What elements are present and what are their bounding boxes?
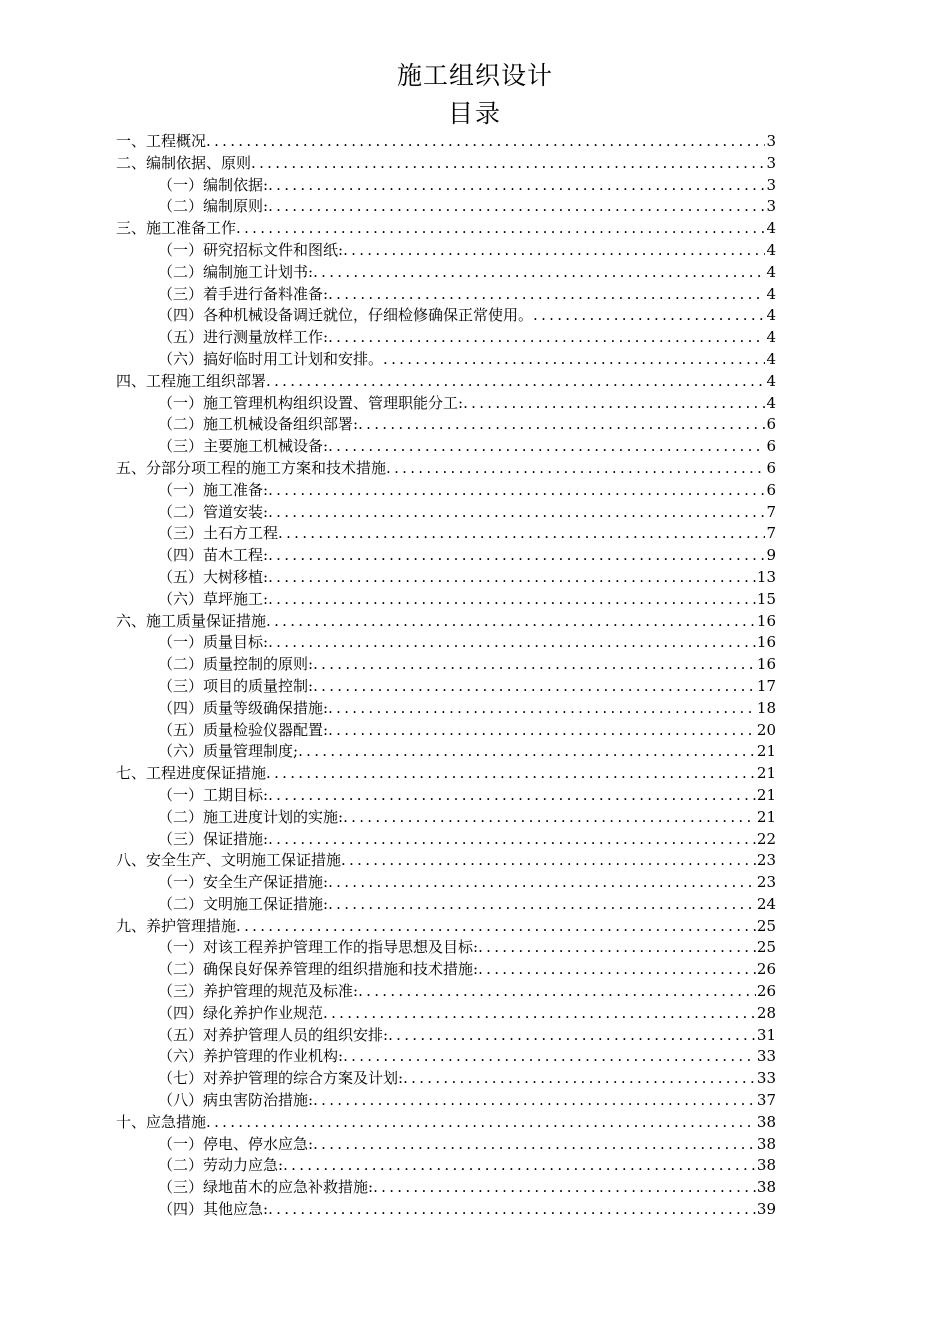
toc-entry-label: （一）对该工程养护管理工作的指导思想及目标: <box>158 938 479 957</box>
toc-entry-label: （四）各种机械设备调迁就位，仔细检修确保正常使用。 <box>158 306 534 325</box>
toc-leader-dots <box>343 807 756 829</box>
document-title: 施工组织设计 <box>396 61 553 90</box>
toc-entry-label: （一）施工管理机构组织设置、管理职能分工: <box>158 393 464 412</box>
toc-leader-dots <box>328 284 765 306</box>
toc-entry[interactable] <box>116 436 776 458</box>
toc-leader-dots <box>323 1003 756 1025</box>
toc-entry[interactable] <box>116 589 776 611</box>
toc-entry-label: （二）编制原则: <box>158 197 269 216</box>
toc-entry-page-number: 4 <box>766 284 776 303</box>
toc-leader-dots <box>313 676 756 698</box>
toc-entry[interactable] <box>116 807 776 829</box>
toc-entry[interactable] <box>116 218 776 240</box>
toc-entry-label: （一）停电、停水应急: <box>158 1134 314 1153</box>
toc-leader-dots <box>283 1155 756 1177</box>
toc-entry[interactable] <box>116 1090 776 1112</box>
toc-entry-label: （七）对养护管理的综合方案及计划: <box>158 1069 404 1088</box>
toc-entry-label: 五、分部分项工程的施工方案和技术措施 <box>116 458 387 477</box>
toc-entry-label: （四）其他应急: <box>158 1200 269 1219</box>
toc-entry-label: （三）土石方工程 <box>158 524 279 543</box>
toc-entry[interactable] <box>116 175 776 197</box>
toc-leader-dots <box>373 1177 756 1199</box>
toc-entry-page-number: 16 <box>756 611 776 630</box>
toc-leader-dots <box>341 850 756 872</box>
toc-entry-label: （二）文明施工保证措施: <box>158 894 329 913</box>
toc-entry-page-number: 9 <box>766 546 776 565</box>
toc-entry[interactable] <box>116 741 776 763</box>
toc-entry[interactable] <box>116 894 776 916</box>
toc-entry[interactable] <box>116 1155 776 1177</box>
toc-leader-dots <box>268 196 765 218</box>
toc-entry-label: 三、施工准备工作 <box>116 219 237 238</box>
toc-leader-dots <box>298 741 756 763</box>
toc-entry-page-number: 16 <box>756 655 776 674</box>
toc-entry-page-number: 13 <box>756 567 776 586</box>
toc-leader-dots <box>383 349 765 371</box>
toc-entry[interactable] <box>116 1046 776 1068</box>
toc-entry[interactable] <box>116 959 776 981</box>
toc-entry-label: （三）绿地苗木的应急补救措施: <box>158 1178 374 1197</box>
toc-entry[interactable] <box>116 872 776 894</box>
toc-entry[interactable] <box>116 1134 776 1156</box>
toc-entry-page-number: 26 <box>756 982 776 1001</box>
toc-entry-page-number: 38 <box>756 1112 776 1131</box>
toc-entry[interactable] <box>116 1112 776 1134</box>
toc-entry[interactable] <box>116 284 776 306</box>
toc-entry-label: （二）确保良好保养管理的组织措施和技术措施: <box>158 960 479 979</box>
toc-entry-label: （五）大树移植: <box>158 567 269 586</box>
toc-leader-dots <box>328 436 765 458</box>
toc-entry[interactable] <box>116 720 776 742</box>
toc-leader-dots <box>478 937 756 959</box>
toc-entry-label: （二）施工机械设备组织部署: <box>158 415 359 434</box>
toc-leader-dots <box>268 829 756 851</box>
toc-entry-label: （八）病虫害防治措施: <box>158 1091 314 1110</box>
toc-leader-dots <box>266 611 756 633</box>
toc-entry-label: 二、编制依据、原则 <box>116 153 252 172</box>
toc-leader-dots <box>313 1090 756 1112</box>
toc-entry-label: （五）对养护管理人员的组织安排: <box>158 1025 389 1044</box>
toc-entry-page-number: 6 <box>766 415 776 434</box>
toc-entry-label: （三）项目的质量控制: <box>158 676 314 695</box>
toc-leader-dots <box>463 393 765 415</box>
toc-entry-page-number: 33 <box>756 1047 776 1066</box>
toc-entry-page-number: 21 <box>756 785 776 804</box>
toc-entry[interactable] <box>116 305 776 327</box>
toc-leader-dots <box>343 240 765 262</box>
toc-entry[interactable] <box>116 545 776 567</box>
toc-entry-page-number: 3 <box>766 153 776 172</box>
toc-entry[interactable] <box>116 611 776 633</box>
toc-entry-label: （一）研究招标文件和图纸: <box>158 240 344 259</box>
toc-entry[interactable] <box>116 850 776 872</box>
toc-entry-page-number: 20 <box>756 720 776 739</box>
toc-entry-page-number: 25 <box>756 938 776 957</box>
toc-entry-page-number: 4 <box>766 393 776 412</box>
toc-entry[interactable] <box>116 262 776 284</box>
toc-leader-dots <box>358 981 756 1003</box>
toc-entry[interactable] <box>116 414 776 436</box>
toc-entry-page-number: 4 <box>766 262 776 281</box>
toc-leader-dots <box>268 175 765 197</box>
toc-leader-dots <box>266 371 765 393</box>
toc-entry-page-number: 6 <box>766 480 776 499</box>
toc-entry-page-number: 38 <box>756 1156 776 1175</box>
toc-entry-page-number: 38 <box>756 1178 776 1197</box>
toc-leader-dots <box>268 1199 756 1221</box>
toc-leader-dots <box>206 1112 756 1134</box>
toc-entry-label: （二）劳动力应急: <box>158 1156 284 1175</box>
toc-entry-page-number: 26 <box>756 960 776 979</box>
toc-leader-dots <box>268 480 765 502</box>
toc-entry[interactable] <box>116 196 776 218</box>
toc-entry[interactable] <box>116 654 776 676</box>
toc-entry[interactable] <box>116 393 776 415</box>
toc-entry-page-number: 37 <box>756 1091 776 1110</box>
toc-entry[interactable] <box>116 1068 776 1090</box>
toc-entry[interactable] <box>116 763 776 785</box>
toc-entry[interactable] <box>116 523 776 545</box>
toc-entry-page-number: 21 <box>756 764 776 783</box>
toc-entry-label: （一）安全生产保证措施: <box>158 873 329 892</box>
toc-entry[interactable] <box>116 937 776 959</box>
toc-leader-dots <box>533 305 765 327</box>
table-of-contents <box>116 131 776 1221</box>
toc-entry-label: （四）绿化养护作业规范 <box>158 1003 324 1022</box>
toc-entry-label: （三）保证措施: <box>158 829 269 848</box>
toc-entry[interactable] <box>116 131 776 153</box>
toc-leader-dots <box>386 458 765 480</box>
toc-entry-label: （一）施工准备: <box>158 480 269 499</box>
toc-entry-page-number: 31 <box>756 1025 776 1044</box>
toc-entry[interactable] <box>116 1003 776 1025</box>
toc-entry-label: （二）管道安装: <box>158 502 269 521</box>
toc-entry-label: （四）苗木工程: <box>158 546 269 565</box>
toc-entry-label: （六）搞好临时用工计划和安排。 <box>158 349 384 368</box>
toc-entry-label: 一、工程概况 <box>116 132 207 150</box>
toc-leader-dots <box>266 763 756 785</box>
toc-entry-page-number: 24 <box>756 894 776 913</box>
toc-entry-page-number: 16 <box>756 633 776 652</box>
toc-entry[interactable] <box>116 567 776 589</box>
toc-leader-dots <box>328 327 765 349</box>
toc-entry[interactable] <box>116 1177 776 1199</box>
toc-leader-dots <box>251 153 765 175</box>
toc-entry-label: （四）质量等级确保措施: <box>158 698 329 717</box>
toc-entry-label: （一）工期目标: <box>158 785 269 804</box>
toc-entry-label: （二）质量控制的原则: <box>158 655 314 674</box>
toc-leader-dots <box>313 1134 756 1156</box>
toc-leader-dots <box>236 916 756 938</box>
toc-leader-dots <box>388 1025 756 1047</box>
toc-entry[interactable] <box>116 829 776 851</box>
toc-entry[interactable] <box>116 981 776 1003</box>
toc-leader-dots <box>328 720 756 742</box>
toc-entry[interactable] <box>116 1025 776 1047</box>
toc-entry[interactable] <box>116 458 776 480</box>
toc-entry-label: （五）质量检验仪器配置: <box>158 720 329 739</box>
toc-entry-page-number: 4 <box>766 306 776 325</box>
toc-entry-page-number: 22 <box>756 829 776 848</box>
toc-entry-label: （一）质量目标: <box>158 633 269 652</box>
toc-entry-page-number: 18 <box>756 698 776 717</box>
toc-entry-label: （六）草坪施工: <box>158 589 269 608</box>
toc-entry[interactable] <box>116 785 776 807</box>
toc-entry-page-number: 7 <box>766 502 776 521</box>
toc-leader-dots <box>268 545 765 567</box>
toc-entry-label: 十、应急措施 <box>116 1112 207 1131</box>
toc-entry-page-number: 23 <box>756 873 776 892</box>
toc-entry-label: （六）养护管理的作业机构: <box>158 1047 344 1066</box>
toc-entry-label: （二）施工进度计划的实施: <box>158 807 344 826</box>
toc-entry-page-number: 25 <box>756 916 776 935</box>
toc-entry-page-number: 3 <box>766 175 776 194</box>
toc-entry-page-number: 4 <box>766 328 776 347</box>
toc-leader-dots <box>313 654 756 676</box>
toc-entry-page-number: 4 <box>766 240 776 259</box>
toc-entry-page-number: 21 <box>756 742 776 761</box>
toc-entry-page-number: 28 <box>756 1003 776 1022</box>
toc-entry-label: 九、养护管理措施 <box>116 916 237 935</box>
toc-entry-page-number: 21 <box>756 807 776 826</box>
toc-leader-dots <box>478 959 756 981</box>
toc-leader-dots <box>358 414 765 436</box>
toc-entry[interactable] <box>116 480 776 502</box>
toc-leader-dots <box>268 589 756 611</box>
toc-leader-dots <box>278 523 765 545</box>
toc-entry-label: 六、施工质量保证措施 <box>116 611 267 630</box>
toc-entry-label: （二）编制施工计划书: <box>158 262 314 281</box>
toc-entry-label: （一）编制依据: <box>158 175 269 194</box>
toc-leader-dots <box>268 632 756 654</box>
toc-leader-dots <box>328 698 756 720</box>
toc-leader-dots <box>268 502 765 524</box>
toc-entry[interactable] <box>116 1199 776 1221</box>
toc-entry-label: （三）主要施工机械设备: <box>158 437 329 456</box>
toc-entry-label: 四、工程施工组织部署 <box>116 371 267 390</box>
toc-entry[interactable] <box>116 153 776 175</box>
toc-leader-dots <box>236 218 765 240</box>
toc-entry-page-number: 6 <box>766 437 776 456</box>
toc-leader-dots <box>328 872 756 894</box>
toc-entry-page-number: 33 <box>756 1069 776 1088</box>
toc-entry-page-number: 6 <box>766 458 776 477</box>
toc-entry-page-number: 3 <box>766 197 776 216</box>
toc-entry[interactable] <box>116 502 776 524</box>
toc-entry[interactable] <box>116 349 776 371</box>
toc-entry-page-number: 15 <box>756 589 776 608</box>
toc-entry-page-number: 4 <box>766 349 776 368</box>
toc-leader-dots <box>328 894 756 916</box>
toc-entry-page-number: 3 <box>766 132 776 150</box>
toc-entry-page-number: 23 <box>756 851 776 870</box>
toc-entry-label: （三）养护管理的规范及标准: <box>158 982 359 1001</box>
toc-leader-dots <box>268 567 756 589</box>
toc-leader-dots <box>403 1068 756 1090</box>
toc-leader-dots <box>343 1046 756 1068</box>
toc-heading: 目录 <box>447 99 502 128</box>
toc-entry[interactable] <box>116 371 776 393</box>
toc-entry-label: 八、安全生产、文明施工保证措施 <box>116 851 342 870</box>
toc-leader-dots <box>206 131 765 153</box>
toc-entry-page-number: 4 <box>766 219 776 238</box>
toc-leader-dots <box>313 262 765 284</box>
toc-entry-label: （三）着手进行备料准备: <box>158 284 329 303</box>
toc-entry-page-number: 38 <box>756 1134 776 1153</box>
toc-entry-label: 七、工程进度保证措施 <box>116 764 267 783</box>
toc-entry[interactable] <box>116 240 776 262</box>
toc-entry-page-number: 7 <box>766 524 776 543</box>
toc-entry[interactable] <box>116 676 776 698</box>
toc-entry-label: （五）进行测量放样工作: <box>158 328 329 347</box>
toc-leader-dots <box>268 785 756 807</box>
toc-entry[interactable] <box>116 632 776 654</box>
toc-entry-page-number: 39 <box>756 1200 776 1219</box>
toc-entry[interactable] <box>116 916 776 938</box>
toc-entry[interactable] <box>116 327 776 349</box>
toc-entry[interactable] <box>116 698 776 720</box>
toc-entry-page-number: 17 <box>756 676 776 695</box>
toc-entry-label: （六）质量管理制度; <box>158 742 299 761</box>
toc-entry-page-number: 4 <box>766 371 776 390</box>
